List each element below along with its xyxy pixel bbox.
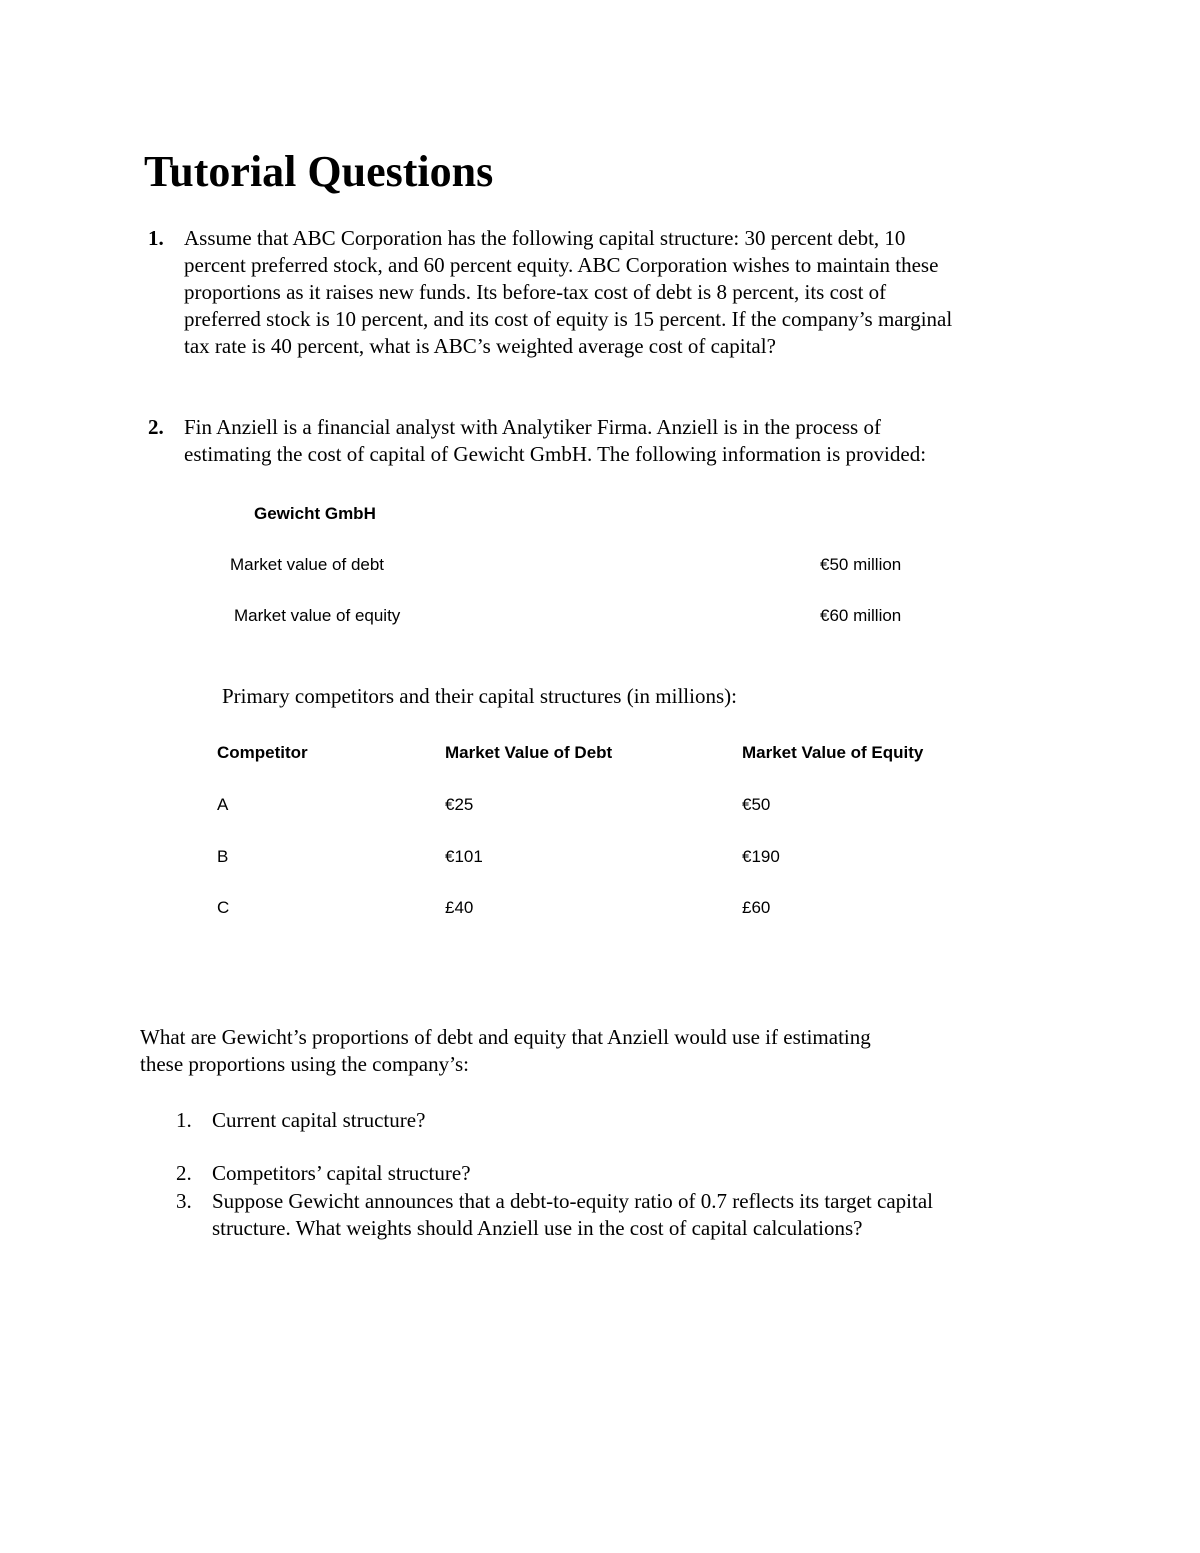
question-1-line: proportions as it raises new funds. Its before-tax cost of debt is 8 percent, its cost of <box>184 280 887 304</box>
table-cell-debt: €101 <box>445 847 483 866</box>
company-debt-label: Market value of debt <box>230 555 385 574</box>
table-header-equity: Market Value of Equity <box>742 743 924 762</box>
table-cell-competitor: A <box>217 795 229 814</box>
table-cell-competitor: B <box>217 847 229 866</box>
question-1-line: percent preferred stock, and 60 percent equity. ABC Corporation wishes to maintain these <box>184 253 939 277</box>
table-cell-equity: £60 <box>742 898 771 917</box>
table-cell-debt: €25 <box>445 795 474 814</box>
table-header-debt: Market Value of Debt <box>445 743 613 762</box>
company-equity-value: €60 million <box>820 606 902 625</box>
subquestion-1-number: 1. <box>176 1108 192 1132</box>
table-cell-equity: €190 <box>742 847 780 866</box>
question-1-line: tax rate is 40 percent, what is ABC’s weighted average cost of capital? <box>184 334 776 358</box>
subquestion-3-line: structure. What weights should Anziell use in the cost of capital calculations? <box>212 1216 863 1240</box>
question-1-line: preferred stock is 10 percent, and its cost of equity is 15 percent. If the company’s marginal <box>184 307 953 331</box>
question-1-text <box>184 225 952 360</box>
table-cell-competitor: C <box>217 898 230 917</box>
question-2-text <box>184 414 926 468</box>
subquestion-3-line: Suppose Gewicht announces that a debt-to-equity ratio of 0.7 reflects its target capital <box>212 1189 933 1213</box>
question-1-line: Assume that ABC Corporation has the following capital structure: 30 percent debt, 10 <box>184 226 906 250</box>
company-debt-value: €50 million <box>820 555 902 574</box>
table-cell-debt: £40 <box>445 898 474 917</box>
company-equity-label: Market value of equity <box>234 606 401 625</box>
table-cell-equity: €50 <box>742 795 771 814</box>
prompt-line: What are Gewicht’s proportions of debt and equity that Anziell would use if estimating <box>140 1025 871 1049</box>
question-2-line: Fin Anziell is a financial analyst with Analytiker Firma. Anziell is in the process of <box>184 415 881 439</box>
subquestion-3-number: 3. <box>176 1189 192 1213</box>
subquestion-3-text <box>212 1188 933 1242</box>
subquestion-1-text: Current capital structure? <box>212 1108 426 1132</box>
page-title: Tutorial Questions <box>144 147 494 196</box>
company-heading: Gewicht GmbH <box>254 504 376 523</box>
subquestion-2-number: 2. <box>176 1161 192 1185</box>
question-2-line: estimating the cost of capital of Gewicht GmbH. The following information is provided: <box>184 442 927 466</box>
prompt-line: these proportions using the company’s: <box>140 1052 469 1076</box>
question-2-prompt <box>140 1024 871 1078</box>
competitors-intro: Primary competitors and their capital structures (in millions): <box>222 684 737 708</box>
question-2-number: 2. <box>148 415 164 439</box>
subquestion-2-text: Competitors’ capital structure? <box>212 1161 471 1185</box>
question-1-number: 1. <box>148 226 164 250</box>
table-header-competitor: Competitor <box>217 743 308 762</box>
